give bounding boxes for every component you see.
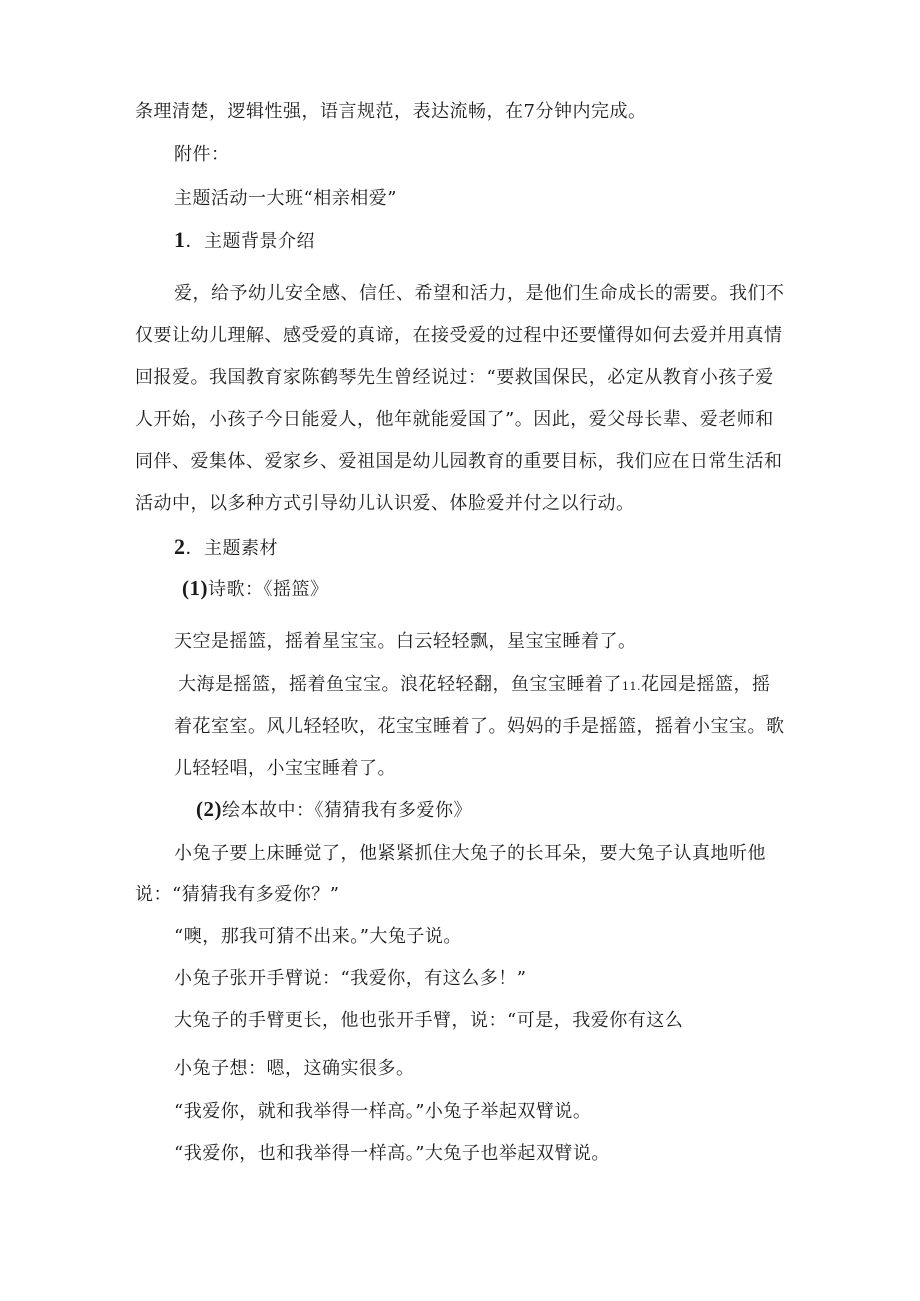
paragraph-line: 同伴、爱集体、爱家乡、爱祖国是幼儿园教育的重要目标，我们应在日常生活和 [135,451,783,472]
poem-line: 儿轻轻唱，小宝宝睡着了。 [174,758,396,779]
section-1-heading [174,228,315,254]
item-2-title: 绘本故中：《猜猜我有多爱你》 [222,800,472,821]
item-1-title: 诗歌：《摇篮》 [208,579,329,600]
item-1-number: (1) [182,576,208,600]
story-line: “噢，那我可猜不出来。”大兔子说。 [174,926,462,947]
paragraph-line: 爱，给予幼儿安全感、信任、希望和活力，是他们生命成长的需要。我们不 [174,283,785,304]
story-line: “我爱你，就和我举得一样高。”小兔子举起双臂说。 [174,1101,592,1122]
poem-line-part: 大海是摇篮，摇着鱼宝宝。浪花轻轻翻，鱼宝宝睡着了 [178,674,622,695]
item-2-number: (2) [196,797,222,821]
theme-title: 主题活动一大班“相亲相爱” [174,188,397,209]
item-1-heading [182,576,329,602]
paragraph-line: 活动中，以多种方式引导幼儿认识爱、体脸爱并付之以行动。 [135,493,635,514]
paragraph-line: 人开始，小孩子今日能爱人，他年就能爱国了”。因此，爱父母长辈、爱老师和 [135,409,774,430]
poem-line: 天空是摇篮，摇着星宝宝。白云轻轻飘，星宝宝睡着了。 [174,631,637,652]
item-2-heading [196,797,472,823]
story-line: “我爱你，也和我举得一样高。”大兔子也举起双臂说。 [174,1143,610,1164]
section-2-heading [174,535,278,561]
poem-line-part: 花园是摇篮，摇 [641,674,771,695]
story-line: 小兔子张开手臂说：“我爱你，有这么多！” [174,968,527,989]
story-line: 小兔子要上床睡觉了，他紧紧抓住大兔子的长耳朵，要大兔子认真地听他 [174,843,766,864]
paragraph-line: 回报爱。我国教育家陈鹤琴先生曾经说过：“要救国保民，必定从教育小孩子爱 [135,367,774,388]
story-line: 说：“猜猜我有多爱你？” [135,884,340,905]
section-1-title: ．主题背景介绍 [185,231,315,252]
section-2-number: 2 [174,534,186,559]
poem-line-mark: 11. [622,680,641,693]
intro-line: 条理清楚，逻辑性强，语言规范，表达流畅，在7分钟内完成。 [135,101,647,122]
poem-line [178,673,771,699]
story-line: 大兔子的手臂更长，他也张开手臂，说：“可是，我爱你有这么 [174,1010,684,1031]
poem-line: 着花室室。风儿轻轻吹，花宝宝睡着了。妈妈的手是摇篮，摇着小宝宝。歌 [174,716,785,737]
paragraph-line: 仅要让幼儿理解、感受爱的真谛，在接受爱的过程中还要懂得如何去爱并用真情 [135,325,783,346]
story-line: 小兔子想：嗯，这确实很多。 [174,1058,415,1079]
section-2-title: ．主题素材 [185,538,278,559]
attachment-label: 附件： [174,144,230,165]
section-1-number: 1 [174,227,186,252]
